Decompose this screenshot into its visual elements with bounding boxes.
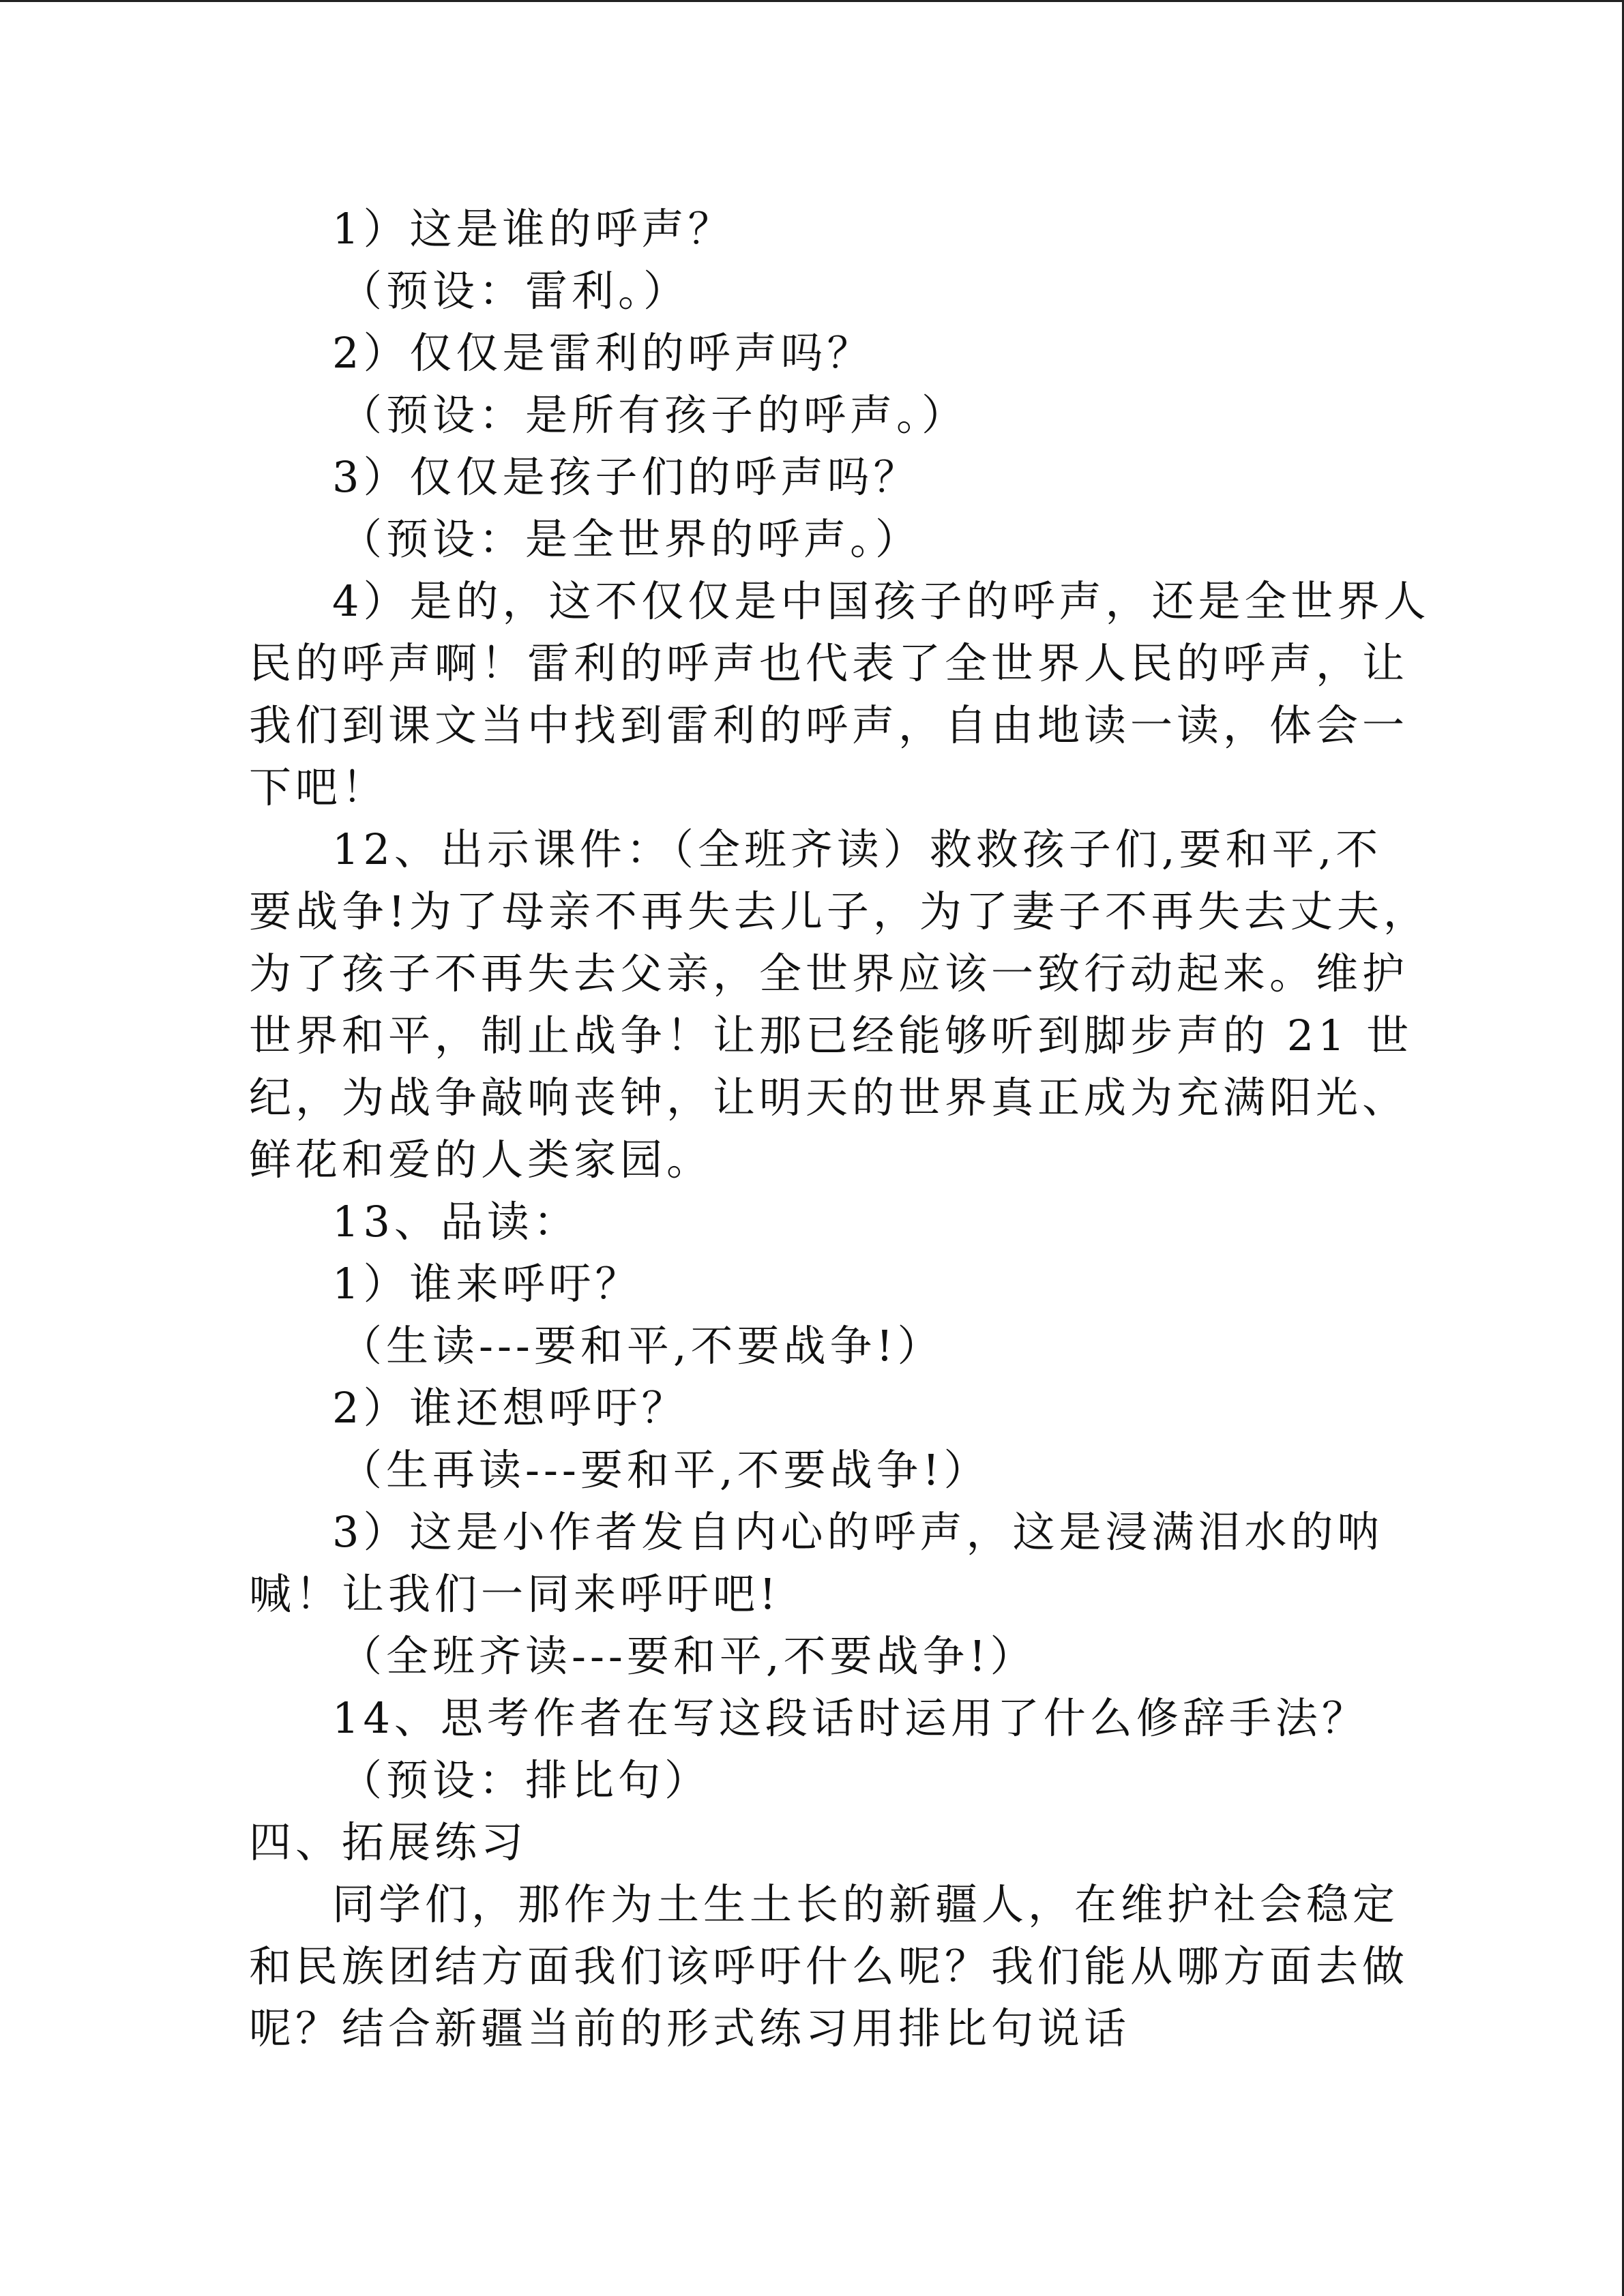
- text-line: （全班齐读---要和平,不要战争!）: [340, 1631, 1037, 1681]
- text-line: （生再读---要和平,不要战争!）: [340, 1445, 990, 1495]
- text-line: 12、出示课件：（全班齐读）救救孩子们,要和平,不: [332, 824, 1383, 874]
- text-line: 1）这是谁的呼声？: [332, 204, 735, 254]
- document-body: [249, 198, 1430, 2059]
- text-line: 要战争!为了母亲不再失去儿子，为了妻子不再失去丈夫，: [249, 886, 1430, 936]
- text-line: 同学们，那作为土生土长的新疆人，在维护社会稳定: [332, 1879, 1400, 1929]
- text-line: （预设：是全世界的呼声。）: [340, 514, 922, 564]
- text-line: 3）仅仅是孩子们的呼声吗？: [332, 452, 920, 502]
- text-line: 1）谁来呼吁？: [332, 1259, 642, 1309]
- text-line: 2）仅仅是雷利的呼声吗？: [332, 328, 874, 378]
- text-line: 民的呼声啊！雷利的呼声也代表了全世界人民的呼声，让: [249, 638, 1409, 688]
- text-line: （预设：雷利。）: [340, 266, 690, 316]
- text-line: 4）是的，这不仅仅是中国孩子的呼声，还是全世界人: [332, 576, 1430, 626]
- text-line: 呢？结合新疆当前的形式练习用排比句说话: [249, 2003, 1131, 2053]
- text-line: 2）谁还想呼吁？: [332, 1383, 688, 1433]
- text-line: 下吧！: [249, 762, 389, 812]
- text-line: 为了孩子不再失去父亲，全世界应该一致行动起来。维护: [249, 949, 1409, 998]
- text-line: （生读---要和平,不要战争!）: [340, 1321, 944, 1371]
- text-line: 纪，为战争敲响丧钟，让明天的世界真正成为充满阳光、: [249, 1073, 1409, 1122]
- text-line: 喊！让我们一同来呼吁吧!: [249, 1569, 780, 1619]
- text-line: 和民族团结方面我们该呼吁什么呢？我们能从哪方面去做: [249, 1941, 1409, 1991]
- text-line: 我们到课文当中找到雷利的呼声，自由地读一读，体会一: [249, 700, 1409, 750]
- text-line: 14、思考作者在写这段话时运用了什么修辞手法？: [332, 1693, 1368, 1743]
- text-line: （预设：排比句）: [340, 1755, 711, 1805]
- text-line: 13、品读：: [332, 1197, 580, 1247]
- text-line: 3）这是小作者发自内心的呼声，这是浸满泪水的呐: [332, 1507, 1384, 1557]
- text-line: 四、拓展练习: [249, 1817, 528, 1867]
- text-line: 鲜花和爱的人类家园。: [249, 1135, 713, 1184]
- text-line: （预设：是所有孩子的呼声。）: [340, 390, 969, 440]
- text-line: 世界和平，制止战争！让那已经能够听到脚步声的 21 世: [249, 1011, 1413, 1060]
- page-border-top: [0, 0, 1624, 2]
